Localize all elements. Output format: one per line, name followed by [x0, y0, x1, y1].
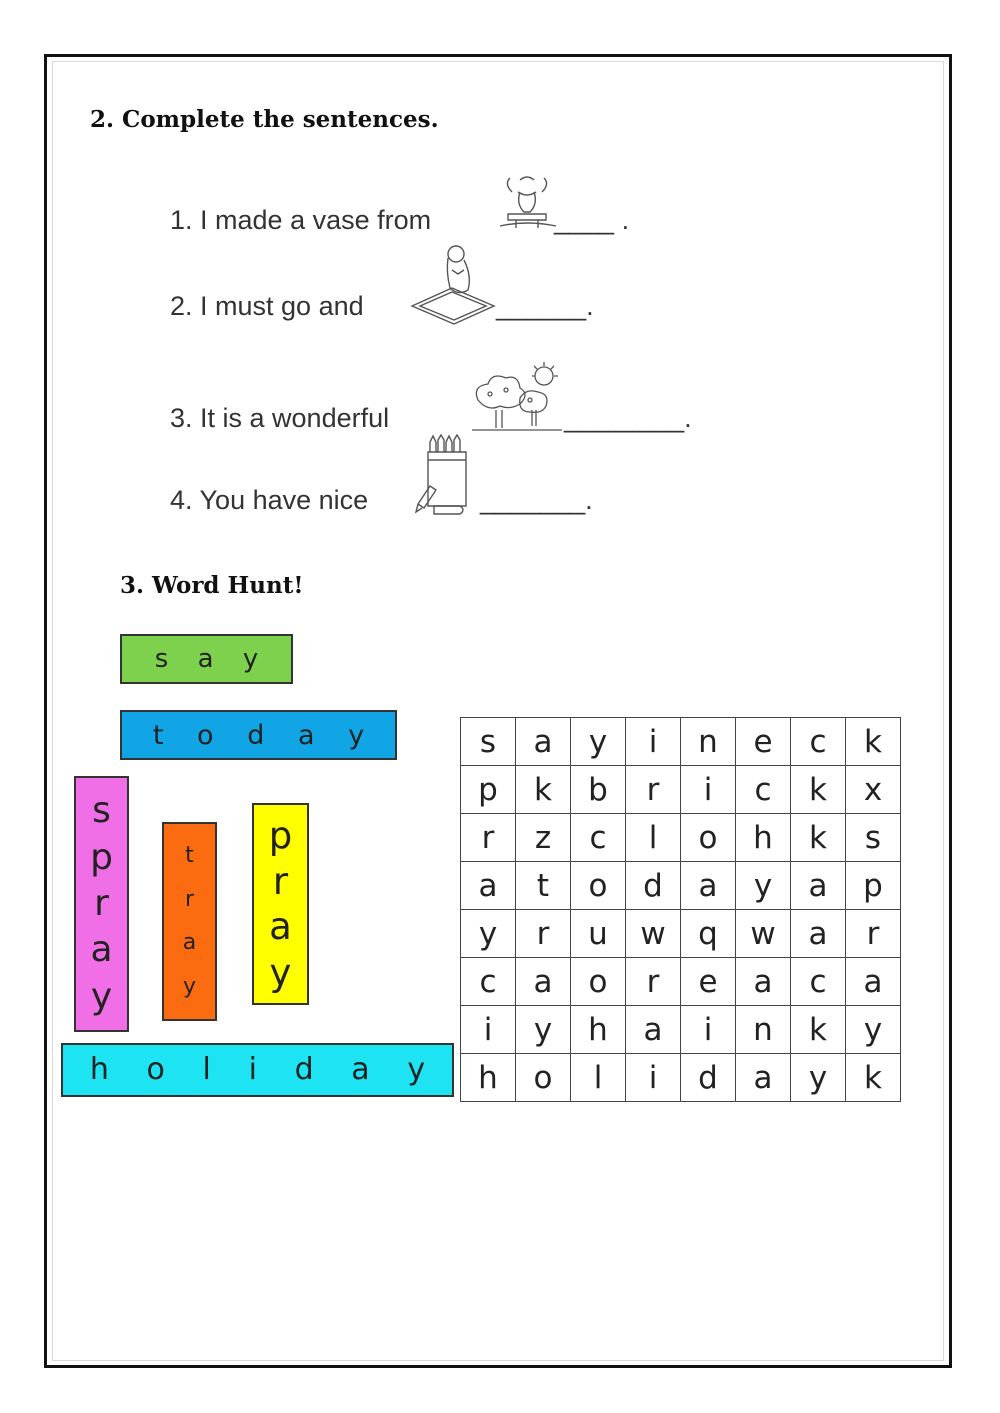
tile-letter: y [407, 1052, 426, 1087]
grid-cell[interactable]: c [461, 958, 516, 1006]
sentence-1-text: 1. I made a vase from [170, 205, 432, 235]
sentence-4-text: 4. You have nice [170, 485, 369, 515]
grid-cell[interactable]: l [571, 1054, 626, 1102]
grid-cell[interactable]: k [791, 1006, 846, 1054]
tile-letter: s [154, 644, 169, 674]
grid-cell[interactable]: i [681, 1006, 736, 1054]
grid-cell[interactable]: u [571, 910, 626, 958]
grid-row [461, 862, 901, 910]
word-search-grid [460, 717, 901, 1102]
grid-cell[interactable]: i [681, 766, 736, 814]
grid-cell[interactable]: r [846, 910, 901, 958]
grid-cell[interactable]: r [461, 814, 516, 862]
grid-cell[interactable]: a [791, 862, 846, 910]
grid-row [461, 910, 901, 958]
grid-row [461, 958, 901, 1006]
grid-cell[interactable]: a [626, 1006, 681, 1054]
tile-letter: y [348, 719, 365, 751]
pottery-wheel-icon [496, 166, 558, 234]
tile-letter: t [185, 842, 194, 868]
sentence-4-blank[interactable]: _______. [480, 485, 593, 515]
grid-cell[interactable]: o [571, 958, 626, 1006]
grid-cell[interactable]: c [791, 718, 846, 766]
grid-cell[interactable]: h [461, 1054, 516, 1102]
tile-letter: a [269, 905, 292, 949]
grid-cell[interactable]: o [571, 862, 626, 910]
grid-cell[interactable]: k [791, 814, 846, 862]
grid-cell[interactable]: o [681, 814, 736, 862]
grid-cell[interactable]: e [681, 958, 736, 1006]
grid-cell[interactable]: x [846, 766, 901, 814]
grid-cell[interactable]: r [626, 766, 681, 814]
grid-cell[interactable]: k [846, 718, 901, 766]
sentence-3-text: 3. It is a wonderful [170, 403, 390, 433]
grid-cell[interactable]: p [461, 766, 516, 814]
grid-row [461, 766, 901, 814]
grid-cell[interactable]: t [516, 862, 571, 910]
grid-row [461, 1006, 901, 1054]
tile-letter: a [182, 930, 197, 956]
grid-cell[interactable]: z [516, 814, 571, 862]
grid-cell[interactable]: r [626, 958, 681, 1006]
grid-cell[interactable]: e [736, 718, 791, 766]
grid-cell[interactable]: i [461, 1006, 516, 1054]
sunny-park-icon [470, 360, 564, 434]
tile-letter: o [146, 1052, 165, 1087]
grid-row [461, 814, 901, 862]
grid-cell[interactable]: w [626, 910, 681, 958]
tile-letter: a [197, 644, 214, 674]
grid-cell[interactable]: c [736, 766, 791, 814]
tile-letter: l [202, 1052, 211, 1087]
grid-cell[interactable]: b [571, 766, 626, 814]
grid-cell[interactable]: d [681, 1054, 736, 1102]
grid-cell[interactable]: n [736, 1006, 791, 1054]
grid-cell[interactable]: y [461, 910, 516, 958]
grid-cell[interactable]: i [626, 718, 681, 766]
grid-cell[interactable]: k [846, 1054, 901, 1102]
grid-cell[interactable]: s [846, 814, 901, 862]
grid-cell[interactable]: a [461, 862, 516, 910]
sentence-2-blank[interactable]: ______. [496, 291, 594, 321]
grid-row [461, 1054, 901, 1102]
grid-cell[interactable]: p [846, 862, 901, 910]
grid-cell[interactable]: a [846, 958, 901, 1006]
tile-letter: s [92, 790, 111, 832]
grid-cell[interactable]: k [791, 766, 846, 814]
word-tile-today [120, 710, 397, 760]
grid-cell[interactable]: a [736, 958, 791, 1006]
word-tile-pray [252, 803, 309, 1005]
grid-cell[interactable]: n [681, 718, 736, 766]
tile-letter: y [182, 974, 197, 1000]
grid-cell[interactable]: y [791, 1054, 846, 1102]
grid-cell[interactable]: c [571, 814, 626, 862]
sentence-2-text: 2. I must go and [170, 291, 364, 321]
tile-letter: t [152, 719, 164, 751]
grid-cell[interactable]: y [516, 1006, 571, 1054]
grid-cell[interactable]: a [681, 862, 736, 910]
grid-cell[interactable]: y [846, 1006, 901, 1054]
grid-cell[interactable]: h [736, 814, 791, 862]
word-tile-spray [74, 776, 129, 1032]
section-3-heading: 3. Word Hunt! [120, 572, 304, 599]
grid-cell[interactable]: h [571, 1006, 626, 1054]
tile-letter: h [89, 1052, 109, 1087]
tile-letter: d [294, 1052, 314, 1087]
tile-letter: d [247, 719, 265, 751]
word-tile-say [120, 634, 293, 684]
grid-cell[interactable]: r [516, 910, 571, 958]
tile-letter: p [268, 814, 293, 858]
grid-cell[interactable]: s [461, 718, 516, 766]
grid-cell[interactable]: q [681, 910, 736, 958]
grid-cell[interactable]: c [791, 958, 846, 1006]
tile-letter: r [184, 886, 195, 912]
tile-letter: o [197, 719, 214, 751]
tile-letter: y [242, 644, 259, 674]
tile-letter: i [248, 1052, 257, 1087]
grid-cell[interactable]: a [736, 1054, 791, 1102]
grid-cell[interactable]: y [571, 718, 626, 766]
grid-cell[interactable]: y [736, 862, 791, 910]
crayon-box-icon [414, 434, 474, 516]
word-tile-holiday [61, 1043, 454, 1097]
section-2-heading: 2. Complete the sentences. [90, 106, 439, 133]
grid-cell[interactable]: a [791, 910, 846, 958]
sentence-3-blank[interactable]: ________. [564, 403, 692, 433]
grid-cell[interactable]: a [516, 718, 571, 766]
tile-letter: r [94, 882, 109, 924]
grid-cell[interactable]: k [516, 766, 571, 814]
tile-letter: y [269, 950, 292, 994]
tile-letter: a [298, 719, 315, 751]
grid-cell[interactable]: o [516, 1054, 571, 1102]
tile-letter: a [90, 929, 113, 971]
grid-cell[interactable]: l [626, 814, 681, 862]
grid-cell[interactable]: w [736, 910, 791, 958]
sentence-1-blank[interactable]: ____ . [554, 205, 630, 235]
grid-cell[interactable]: a [516, 958, 571, 1006]
praying-person-icon [408, 240, 498, 330]
tile-letter: p [90, 836, 113, 878]
tile-letter: r [272, 859, 289, 903]
grid-cell[interactable]: d [626, 862, 681, 910]
grid-row [461, 718, 901, 766]
tile-letter: y [90, 975, 113, 1017]
word-tile-tray [162, 822, 217, 1021]
tile-letter: a [351, 1052, 370, 1087]
grid-cell[interactable]: i [626, 1054, 681, 1102]
